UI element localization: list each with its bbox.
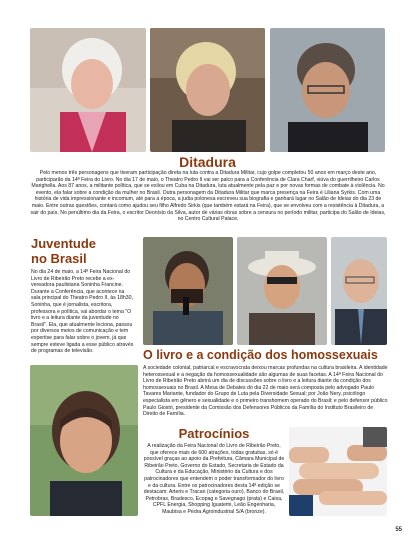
section-body-juventude: No dia 24 de maio, a 14ª Feira Nacional do Livro de Ribeirão Preto recebe a ex-vereadora paulistana Soninha Francine. Durante a Conferência, que acontece na sala principal do Theatro Pedro II, às 18h30, Soninha, que é jornalista, escritora, professora e política, vai abordar o tema "O livro e a leitura diante da juventude no Brasil". Ela, que atualmente leciona, passou por diversos meios de comunicação e tem expertise para falar sobre o jovem, já que sempre esteve ligada a esse público através de programas de televisão. — [31, 269, 134, 355]
section-body-homossexuais: A sociedade colonial, patriarcal e escravocrata deixou marcas profundas na cultura brasileira. A identidade heterossexual e a negação da homossexualidade são algumas de suas facetas. A 14ª Feira Nacional do Livro de Ribeirão Preto abrirá um dia de discussões sobre o livro e a leitura diante da condição dos homossexuais no Brasil. A Mesa de Debates do dia 22 de maio será composta pelo advogado Paulo Tavares Mariante, fundador do Grupo de Luta pela Diversidade Sexual; por João Nery, psicólogo especialista em gênero e sexualidade e o primeiro transhomem operado do Brasil; e pelo defensor público Paulo Giostri, presidente da Comissão dos Defensores Públicos da Família do Instituto Brasileiro de Direito de Família. — [143, 365, 388, 418]
photo-stacked-hands — [289, 427, 387, 516]
photo-soninha-francine — [30, 365, 138, 516]
page-number: 55 — [395, 527, 402, 533]
section-title-juventude — [31, 236, 141, 266]
photo-deonisio-da-silva — [270, 28, 385, 152]
section-title-juventude-line1: Juventude — [31, 236, 97, 251]
section-body-ditadura: Pelo menos três personagens que tiveram participação direta na luta contra a Ditadura Militar, cujo golpe completou 50 anos em março deste ano, participarão da 14ª Feira do Livro. No dia 17 de maio, o Theatro Pedro II vai ser palco para a Conferência de Clara Charf, viúva do guerrilheiro Carlos Marighella. Aos 87 anos, a militante política, que se exilou em Cuba na Ditadura, luta atualmente pela paz e por novas formas de combate à violência. No evento, ela falar sobre a condição da mulher no Brasil. Outra personagem da Ditadura Militar que marca presença na Feira é Liliana Syrkis. Com uma história de vida impressionante e incomum, até para a época, a judia polonesa escreveu sua biografia e ganhará lugar no Salão de Ideias do dia 23 de maio. Entre outras questões, contará como ajudou seu filho Alfredo Sirkis (que também estará na Feira), que se envolveu com a resistência à Ditadura, a sair do país. No penúltimo dia da Feira, o escritor Deonísio da Silva, autor de várias obras sobre a censura no período militar, participa do Salão de Ideias, no Centro Cultural Palace. — [30, 170, 386, 223]
photo-liliana-syrkis — [150, 28, 265, 152]
photo-paulo-mariante — [143, 237, 233, 345]
section-title-homossexuais: O livro e a condição dos homossexuais — [143, 348, 378, 362]
section-title-juventude-line2: no Brasil — [31, 251, 87, 266]
photo-paulo-giostri — [331, 237, 387, 345]
section-body-patrocinios: A realização da Feira Nacional do Livro de Ribeirão Preto, que oferece mais de 600 atrações, todas gratuitas, só é possível graças ao apoio da Prefeitura, Câmara Municipal de Ribeirão Preto, Governo do Estado, Secretaria de Estado da Cultura e da Educação, Ministério da Cultura e dos patrocinadores que entendem o poder transformador do livro e da cultura. Entre os patrocinadores desta 14ª edição se destacam: Arteris e Tracan (categoria ouro), Banco do Brasil, Petrobras, Bradesco, Ecopag e Savegnago (prata) e Caixa, CPFL Energia, Shopping Iguatemi, Leão Engenharia, Maubisa e Pedra Agroindustrial S/A (bronze). — [143, 443, 285, 515]
photo-clara-charf — [30, 28, 146, 152]
section-title-ditadura: Ditadura — [179, 154, 236, 170]
section-title-patrocinios: Patrocínios — [178, 426, 250, 441]
photo-joao-nery — [237, 237, 327, 345]
